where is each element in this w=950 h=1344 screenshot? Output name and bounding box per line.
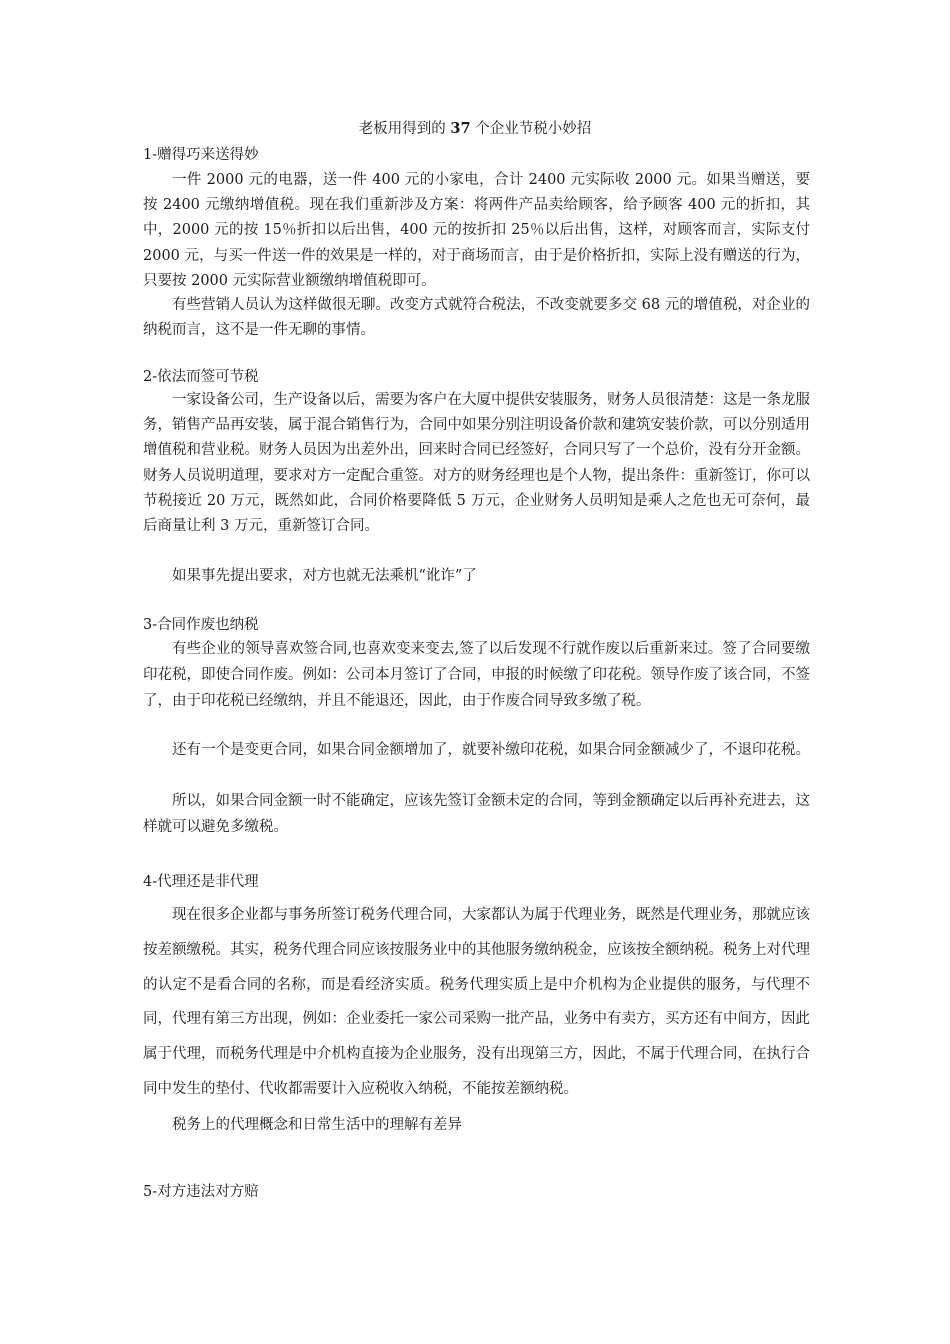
section-3-paragraph-3: 所以，如果合同金额一时不能确定，应该先签订金额未定的合同，等到金额确定以后再补充进去，这样就可以避免多缴税。 <box>143 793 810 835</box>
section-4-paragraph-2: 税务上的代理概念和日常生活中的理解有差异 <box>172 1117 462 1133</box>
section-4-paragraph-1: 现在很多企业都与事务所签订税务代理合同，大家都认为属于代理业务，既然是代理业务，那就应该按差额缴税。其实，税务代理合同应该按服务业中的其他服务缴纳税金，应该按全额纳税。税务上对代理的认定不是看合同的名称，而是看经济实质。税务代理实质上是中介机构为企业提供的服务，与代理不同，代理有第三方出现，例如：企业委托一家公司采购一批产品，业务中有卖方，买方还有中间方，因此属于代理，而税务代理是中介机构直接为企业服务，没有出现第三方，因此，不属于代理合同，在执行合同中发生的垫付、代收都需要计入应税收入纳税，不能按差额纳税。 <box>143 907 810 1097</box>
section-heading-3: 3-合同作废也纳税 <box>143 617 259 633</box>
section-1-paragraph-1: 一件 2000 元的电器，送一件 400 元的小家电，合计 2400 元实际收 2000 元。如果当赠送，要按 2400 元缴纳增值税。现在我们重新涉及方案：将两件产品卖给顾客，给予顾客 400 元的折扣，其中，2000 元的按 15％折扣以后出售，400 元的按折扣 25％以后出售，这样，对顾客而言，实际支付 2000 元，与买一件送一件的效果是一样的，对于商场而言，由于是价格折扣，实际上没有赠送的行为，只要按 2000 元实际营业额缴纳增值税即可。 <box>143 172 810 289</box>
section-3-paragraph-1: 有些企业的领导喜欢签合同,也喜欢变来变去,签了以后发现不行就作废以后重新来过。签了合同要缴印花税，即使合同作废。例如：公司本月签订了合同，申报的时候缴了印花税。领导作废了该合同，不签了，由于印花税已经缴纳，并且不能退还，因此，由于作废合同导致多缴了税。 <box>143 641 810 709</box>
document-title <box>0 119 950 139</box>
section-2-paragraph-1: 一家设备公司，生产设备以后，需要为客户在大厦中提供安装服务，财务人员很清楚：这是一条龙服务，销售产品再安装，属于混合销售行为，合同中如果分别注明设备价款和建筑安装价款，可以分别适用增值税和营业税。财务人员因为出差外出，回来时合同已经签好，合同只写了一个总价，没有分开金额。财务人员说明道理，要求对方一定配合重签。对方的财务经理也是个人物，提出条件：重新签订，你可以节税接近 20 万元，既然如此，合同价格要降低 5 万元，企业财务人员明知是乘人之危也无可奈何，最后商量让利 3 万元，重新签订合同。 <box>143 392 810 535</box>
section-heading-2: 2-依法而签可节税 <box>143 369 259 385</box>
section-heading-5: 5-对方违法对方赔 <box>143 1184 259 1200</box>
section-heading-4: 4-代理还是非代理 <box>143 874 259 890</box>
section-1-paragraph-2: 有些营销人员认为这样做很无聊。改变方式就符合税法，不改变就要多交 68 元的增值税，对企业的纳税而言，这不是一件无聊的事情。 <box>143 297 810 339</box>
section-2-paragraph-2: 如果事先提出要求，对方也就无法乘机“讹诈”了 <box>172 568 477 584</box>
section-heading-1: 1-赠得巧来送得妙 <box>143 147 259 163</box>
title-suffix: 个企业节税小妙招 <box>470 121 592 137</box>
title-number: 37 <box>450 120 471 137</box>
title-prefix: 老板用得到的 <box>358 121 451 137</box>
section-3-paragraph-2: 还有一个是变更合同，如果合同金额增加了，就要补缴印花税，如果合同金额减少了，不退印花税。 <box>172 742 810 758</box>
